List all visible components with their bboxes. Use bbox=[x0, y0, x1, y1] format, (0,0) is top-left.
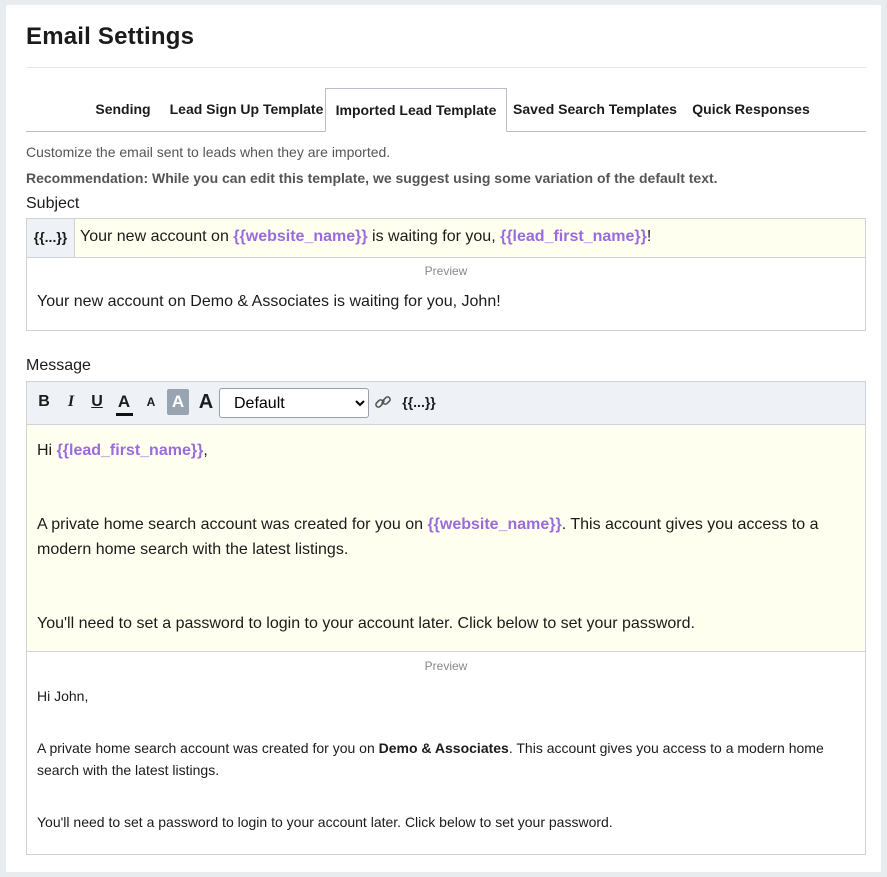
subject-text-part: is waiting for you, bbox=[367, 228, 501, 245]
subject-text[interactable] bbox=[80, 219, 651, 255]
tab-quick-responses[interactable]: Quick Responses bbox=[692, 101, 810, 117]
preview-text-part: . This account gives you access to a modern home search with the latest listings. bbox=[37, 740, 824, 778]
underline-button[interactable]: U bbox=[91, 393, 103, 410]
editor-text-part: Hi bbox=[37, 442, 57, 459]
tab-sending[interactable]: Sending bbox=[95, 101, 151, 117]
italic-button[interactable]: I bbox=[67, 393, 75, 410]
editor-text-part: , bbox=[203, 442, 208, 459]
tab-bar bbox=[26, 88, 866, 132]
title-divider bbox=[26, 67, 866, 68]
message-label: Message bbox=[26, 357, 91, 374]
message-variables-button[interactable]: {{...}} bbox=[402, 394, 436, 410]
settings-card bbox=[6, 5, 881, 872]
template-description: Customize the email sent to leads when they are imported. bbox=[26, 144, 391, 160]
bold-button[interactable]: B bbox=[38, 393, 50, 410]
tab-imported-lead-template[interactable]: Imported Lead Template bbox=[325, 88, 507, 132]
font-color-letter: A bbox=[117, 392, 131, 411]
subject-label: Subject bbox=[26, 195, 80, 212]
subject-input[interactable] bbox=[27, 219, 865, 258]
background-color-button[interactable]: A bbox=[167, 389, 189, 415]
lead-first-name-token: {{lead_first_name}} bbox=[56, 442, 204, 459]
subject-field-group bbox=[26, 218, 866, 331]
recommendation-text: Recommendation: While you can edit this template, we suggest using some variation of the default text. bbox=[26, 170, 718, 186]
preview-text-part: A private home search account was created for you on bbox=[37, 740, 379, 756]
font-color-swatch bbox=[116, 413, 133, 416]
editor-paragraph-1 bbox=[37, 512, 837, 562]
tab-lead-sign-up-template[interactable]: Lead Sign Up Template bbox=[169, 101, 324, 117]
editor-text-part: A private home search account was created for you on bbox=[37, 516, 428, 533]
subject-text-part: Your new account on bbox=[80, 228, 234, 245]
subject-preview-label: Preview bbox=[424, 264, 468, 278]
message-preview-label: Preview bbox=[424, 659, 468, 673]
editor-greeting bbox=[37, 438, 837, 463]
editor-toolbar bbox=[27, 382, 865, 425]
lead-first-name-token: {{lead_first_name}} bbox=[500, 228, 647, 245]
editor-text-part: . This account gives you access to a modern home search with the latest listings. bbox=[37, 516, 819, 558]
website-name-token: {{website_name}} bbox=[427, 516, 562, 533]
tab-saved-search-templates[interactable]: Saved Search Templates bbox=[513, 101, 677, 117]
preview-greeting: Hi John, bbox=[37, 688, 89, 704]
subject-variables-button[interactable]: {{...}} bbox=[27, 219, 75, 257]
preview-paragraph-2: You'll need to set a password to login to your account later. Click below to set your password. bbox=[37, 814, 613, 830]
preview-paragraph-1 bbox=[37, 737, 857, 781]
preview-website-name: Demo & Associates bbox=[378, 740, 509, 756]
message-editor[interactable] bbox=[27, 425, 865, 652]
link-icon[interactable] bbox=[372, 382, 394, 424]
font-color-button[interactable] bbox=[114, 382, 134, 424]
font-size-small-button[interactable]: A bbox=[146, 395, 156, 409]
message-field-group bbox=[26, 381, 866, 855]
page-title: Email Settings bbox=[26, 23, 195, 50]
editor-paragraph-2: You'll need to set a password to login to your account later. Click below to set your password. bbox=[37, 615, 695, 632]
subject-preview: Your new account on Demo & Associates is waiting for you, John! bbox=[37, 293, 501, 310]
font-size-large-button[interactable]: A bbox=[198, 391, 214, 413]
website-name-token: {{website_name}} bbox=[233, 228, 368, 245]
subject-text-part: ! bbox=[646, 228, 652, 245]
font-family-select[interactable] bbox=[219, 388, 369, 418]
